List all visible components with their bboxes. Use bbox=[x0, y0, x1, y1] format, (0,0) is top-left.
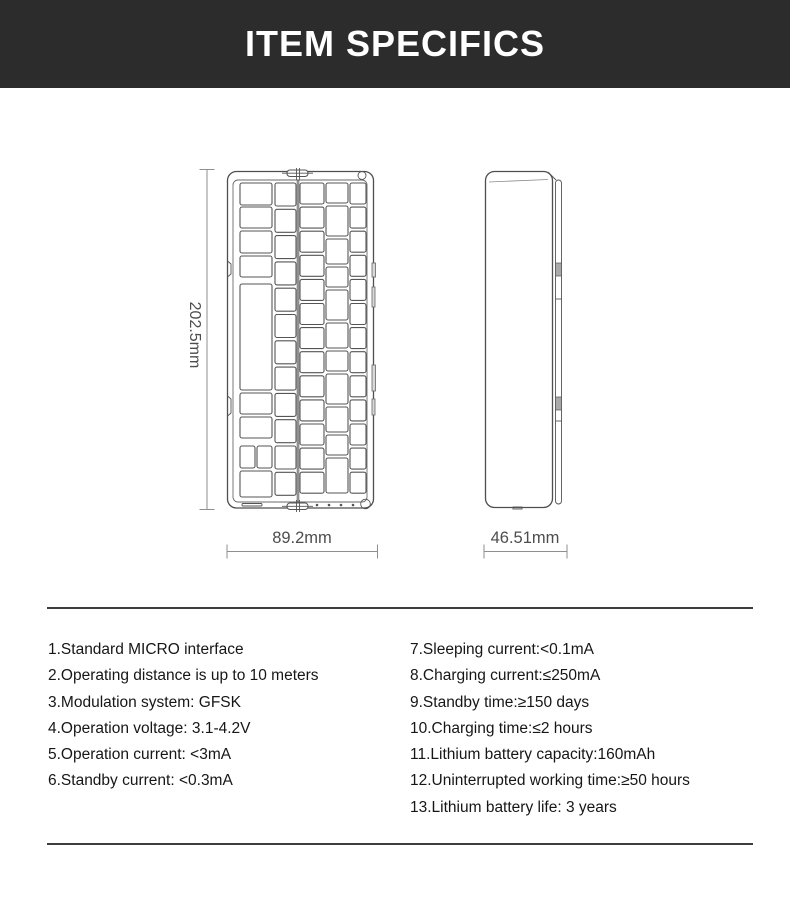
spec-item: 5.Operation current: <3mA bbox=[48, 746, 232, 764]
spec-list-left bbox=[48, 637, 319, 795]
spec-item: 12.Uninterrupted working time:≥50 hours bbox=[410, 772, 690, 790]
hinge-clasp-side bbox=[556, 397, 562, 410]
spec-item: 1.Standard MICRO interface bbox=[48, 641, 244, 658]
side-width-dimension bbox=[484, 529, 567, 559]
side-width-dimension-label: 46.51mm bbox=[490, 529, 560, 547]
spec-item: 4.Operation voltage: 3.1-4.2V bbox=[48, 719, 251, 737]
front-width-dimension-label: 89.2mm bbox=[272, 529, 332, 547]
spec-item: 2.Operating distance is up to 10 meters bbox=[48, 667, 319, 685]
spec-item: 7.Sleeping current:<0.1mA bbox=[410, 641, 594, 658]
spec-list-right bbox=[410, 637, 690, 821]
height-dimension-label: 202.5mm bbox=[186, 301, 203, 369]
divider-bottom bbox=[47, 843, 753, 845]
divider-top bbox=[47, 607, 753, 609]
spec-item: 6.Standby current: <0.3mA bbox=[48, 772, 233, 790]
spec-item: 9.Standby time:≥150 days bbox=[410, 693, 590, 711]
header-bar bbox=[0, 0, 790, 88]
keyboard-top-view-drawing bbox=[228, 168, 376, 512]
hinge-clasp-side bbox=[556, 263, 562, 276]
product-dimension-figure bbox=[0, 130, 790, 600]
spec-item: 10.Charging time:≤2 hours bbox=[410, 719, 593, 737]
spec-item: 8.Charging current:≤250mA bbox=[410, 667, 601, 685]
front-width-dimension bbox=[227, 529, 378, 559]
spec-item: 3.Modulation system: GFSK bbox=[48, 693, 241, 711]
keyboard-side-view-drawing bbox=[486, 172, 562, 510]
page-title: ITEM SPECIFICS bbox=[244, 23, 546, 64]
spec-item: 11.Lithium battery capacity:160mAh bbox=[410, 746, 656, 764]
height-dimension bbox=[186, 170, 215, 510]
spec-item: 13.Lithium battery life: 3 years bbox=[410, 798, 617, 816]
